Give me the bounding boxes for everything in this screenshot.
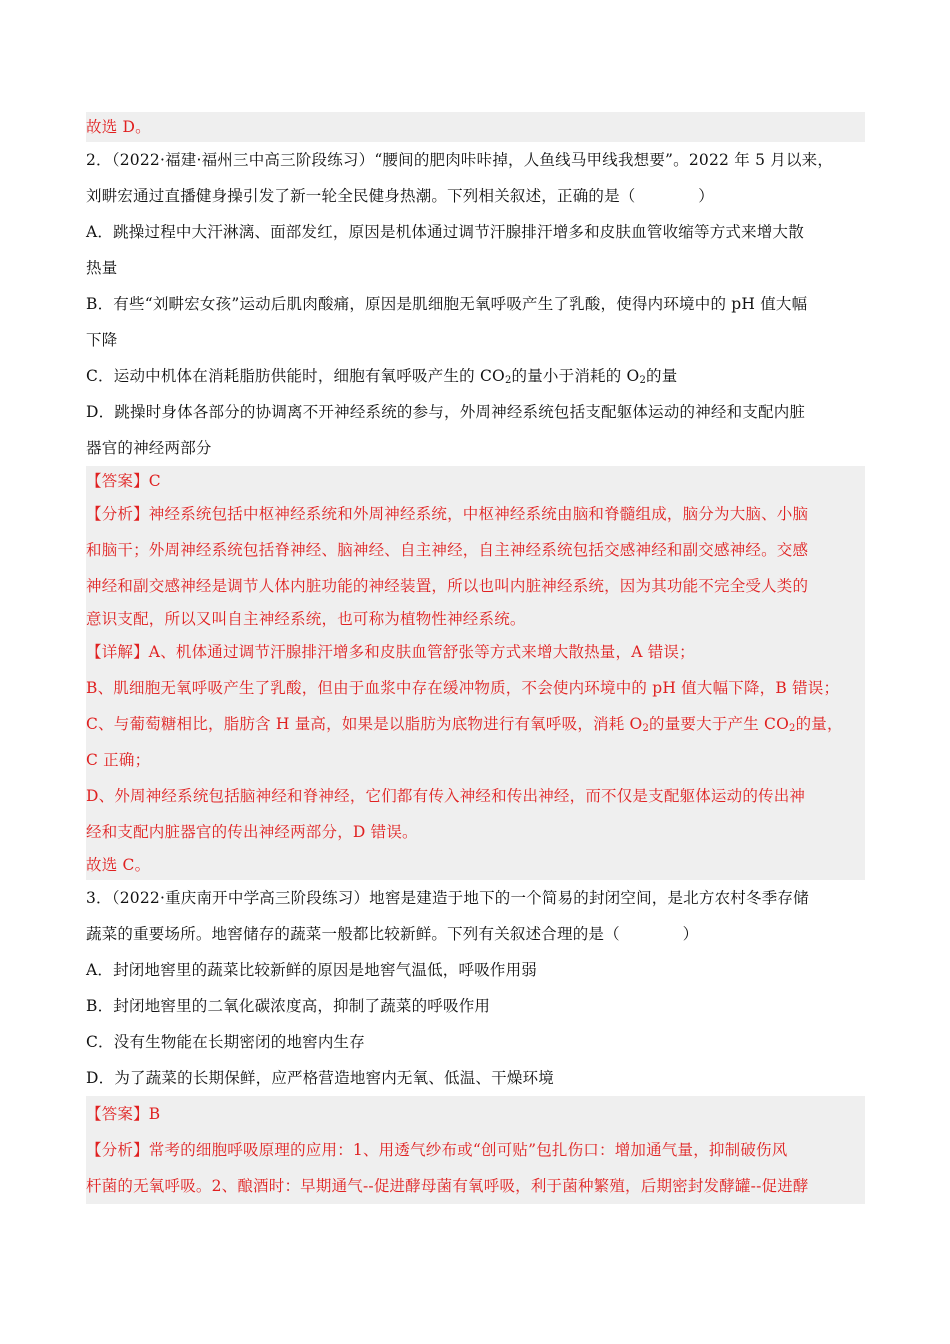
question-2-option-a-line-2: 热量 [86, 259, 118, 277]
question-2-conclusion: 故选 C。 [86, 850, 865, 880]
question-2-detail-d-line-1: D、外周神经系统包括脑神经和脊神经，它们都有传入神经和传出神经，而不仅是支配躯体运动的传出神 [86, 778, 865, 814]
question-2-stem-line-1: 2．（2022·福建·福州三中高三阶段练习）“腰间的肥肉咔咔掉，人鱼线马甲线我想要”。2022 年 5 月以来， [86, 151, 834, 169]
question-3-analysis-line-1: 【分析】常考的细胞呼吸原理的应用：1、用透气纱布或“创可贴”包扎伤口：增加通气量，抑制破伤风 [86, 1132, 865, 1168]
previous-answer-conclusion: 故选 D。 [86, 112, 865, 142]
question-2-analysis-line-1: 【分析】神经系统包括中枢神经系统和外周神经系统，中枢神经系统由脑和脊髓组成，脑分为大脑、小脑 [86, 496, 865, 532]
question-3-answer-block [86, 1096, 865, 1204]
question-2-detail-b: B、肌细胞无氧呼吸产生了乳酸，但由于血浆中存在缓冲物质，不会使内环境中的 pH 值大幅下降，B 错误； [86, 670, 865, 706]
subscript: 2 [504, 375, 512, 386]
question-2-analysis-line-2: 和脑干；外周神经系统包括脊神经、脑神经、自主神经，自主神经系统包括交感神经和副交感神经。交感 [86, 532, 865, 568]
subscript: 2 [642, 723, 650, 734]
detail-c-text-part-3: 的量， [795, 715, 843, 733]
document-page [86, 112, 865, 1204]
question-2-option-d-line-2: 器官的神经两部分 [86, 439, 212, 457]
question-2-analysis-line-3: 神经和副交感神经是调节人体内脏功能的神经装置，所以也叫内脏神经系统，因为其功能不完全受人类的 [86, 568, 865, 604]
detail-c-text-part-1: C、与葡萄糖相比，脂肪含 H 量高，如果是以脂肪为底物进行有氧呼吸，消耗 O [86, 715, 643, 733]
question-2-answer: 【答案】C [86, 466, 865, 496]
question-3-option-b: B．封闭地窖里的二氧化碳浓度高，抑制了蔬菜的呼吸作用 [86, 997, 491, 1015]
detail-c-text-part-2: 的量要大于产生 CO [649, 715, 790, 733]
question-3-option-c: C．没有生物能在长期密闭的地窖内生存 [86, 1033, 365, 1051]
option-c-text-part-1: C．运动中机体在消耗脂肪供能时，细胞有氧呼吸产生的 CO [86, 367, 505, 385]
question-2-detail-c-line-2: C 正确； [86, 742, 865, 778]
question-2-analysis-line-4: 意识支配，所以又叫自主神经系统，也可称为植物性神经系统。 [86, 604, 865, 634]
question-2-stem-line-2: 刘畊宏通过直播健身操引发了新一轮全民健身热潮。下列相关叙述，正确的是（ ） [86, 187, 715, 205]
option-c-text-part-2: 的量小于消耗的 O [511, 367, 640, 385]
question-3-stem-line-2: 蔬菜的重要场所。地窖储存的蔬菜一般都比较新鲜。下列有关叙述合理的是（ ） [86, 925, 699, 943]
question-3-option-d: D．为了蔬菜的长期保鲜，应严格营造地窖内无氧、低温、干燥环境 [86, 1069, 554, 1087]
question-2-detail-c-line-1 [86, 706, 865, 742]
question-2-option-b-line-2: 下降 [86, 331, 118, 349]
question-2-option-b-line-1: B．有些“刘畊宏女孩”运动后肌肉酸痛，原因是肌细胞无氧呼吸产生了乳酸，使得内环境中的 pH 值大幅 [86, 295, 808, 313]
question-2-option-a-line-1: A．跳操过程中大汗淋漓、面部发红，原因是机体通过调节汗腺排汗增多和皮肤血管收缩等方式来增大散 [86, 223, 804, 241]
question-3-stem-line-1: 3．（2022·重庆南开中学高三阶段练习）地窖是建造于地下的一个简易的封闭空间，是北方农村冬季存储 [86, 889, 809, 907]
question-3-option-a: A．封闭地窖里的蔬菜比较新鲜的原因是地窖气温低，呼吸作用弱 [86, 961, 537, 979]
question-3-answer: 【答案】B [86, 1096, 865, 1132]
question-2-option-c [86, 358, 865, 394]
subscript: 2 [639, 375, 647, 386]
question-2-answer-block [86, 466, 865, 880]
question-2-detail-d-line-2: 经和支配内脏器官的传出神经两部分，D 错误。 [86, 814, 865, 850]
option-c-text-part-3: 的量 [646, 367, 678, 385]
question-2-option-d-line-1: D．跳操时身体各部分的协调离不开神经系统的参与，外周神经系统包括支配躯体运动的神经和支配内脏 [86, 403, 806, 421]
subscript: 2 [789, 723, 796, 734]
question-2-detail-a: 【详解】A、机体通过调节汗腺排汗增多和皮肤血管舒张等方式来增大散热量，A 错误； [86, 634, 865, 670]
question-3-analysis-line-2: 杆菌的无氧呼吸。2、酿酒时：早期通气--促进酵母菌有氧呼吸，利于菌种繁殖，后期密封发酵罐--促进酵 [86, 1168, 865, 1204]
